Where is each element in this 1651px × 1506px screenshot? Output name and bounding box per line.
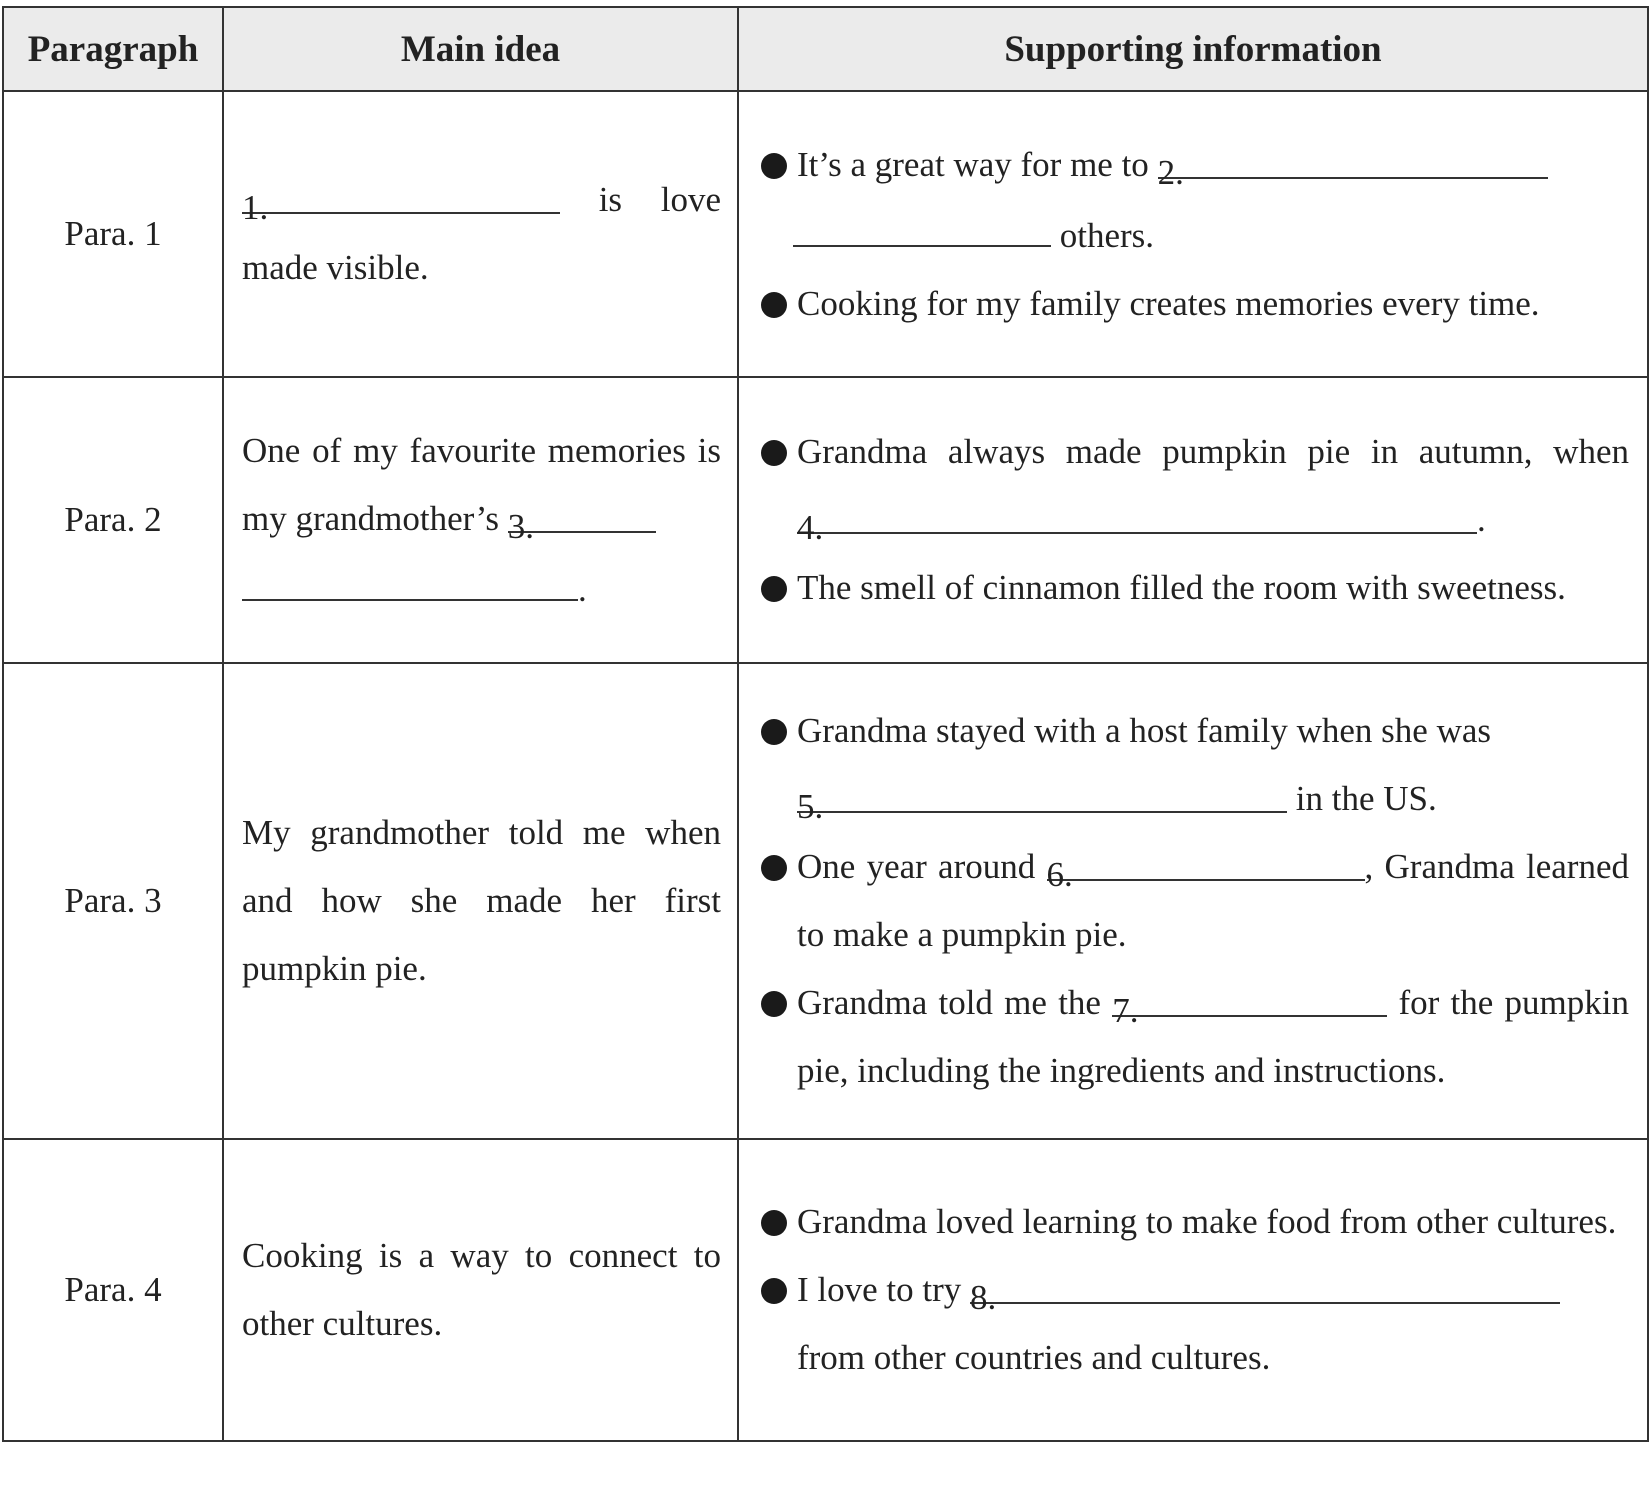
worksheet [2, 6, 1647, 1442]
list-item: Grandma loved learning to make food from other cultures. [761, 1188, 1629, 1256]
bullet-icon [761, 292, 787, 318]
list-item: Grandma stayed with a host family when she was 5. in the US. [761, 697, 1629, 833]
blank-2[interactable]: 2. [1158, 131, 1548, 179]
blank-7[interactable]: 7. [1112, 969, 1387, 1017]
bullet-icon [761, 440, 787, 466]
main-idea-cell [223, 91, 738, 377]
para-label: Para. 4 [3, 1139, 223, 1441]
para-label: Para. 1 [3, 91, 223, 377]
blank-4[interactable]: 4. [797, 486, 1477, 534]
para-label: Para. 3 [3, 663, 223, 1139]
blank-3[interactable]: 3. [508, 485, 656, 533]
list-item: The smell of cinnamon filled the room with sweetness. [761, 554, 1629, 622]
main-idea-cell: One of my favourite memories is my grandmother’s 3. . [223, 377, 738, 663]
bullet-icon [761, 719, 787, 745]
supporting-cell [738, 377, 1648, 663]
main-idea-text: is love made visible. [242, 180, 722, 287]
blank-3-continued[interactable] [242, 553, 578, 601]
para-label: Para. 2 [3, 377, 223, 663]
table-row [3, 1139, 1648, 1441]
table-row [3, 663, 1648, 1139]
list-item: Grandma told me the 7. for the pumpkin pie, including the ingredients and instructions. [761, 969, 1629, 1105]
list-item: I love to try 8. from other countries and cultures. [761, 1256, 1629, 1392]
supporting-cell [738, 1139, 1648, 1441]
header-row [3, 7, 1648, 91]
main-idea-cell: My grandmother told me when and how she made her first pumpkin pie. [223, 663, 738, 1139]
bullet-icon [761, 855, 787, 881]
blank-1[interactable]: 1. [242, 166, 560, 214]
supporting-cell [738, 91, 1648, 377]
table-row [3, 91, 1648, 377]
header-main-idea: Main idea [223, 7, 738, 91]
bullet-icon [761, 576, 787, 602]
list-item: Cooking for my family creates memories every time. [761, 270, 1629, 338]
paragraph-summary-table [2, 6, 1649, 1442]
list-item: Grandma always made pumpkin pie in autumn, when 4. . [761, 418, 1629, 554]
table-row [3, 377, 1648, 663]
main-idea-cell: Cooking is a way to connect to other cultures. [223, 1139, 738, 1441]
bullet-icon [761, 991, 787, 1017]
supporting-cell [738, 663, 1648, 1139]
bullet-icon [761, 1210, 787, 1236]
header-paragraph: Paragraph [3, 7, 223, 91]
blank-5[interactable]: 5. [797, 765, 1287, 813]
blank-2-continued[interactable] [793, 199, 1051, 247]
blank-8[interactable]: 8. [970, 1256, 1560, 1304]
header-supporting-information: Supporting information [738, 7, 1648, 91]
bullet-icon [761, 153, 787, 179]
list-item: It’s a great way for me to 2. others. [761, 131, 1629, 270]
blank-6[interactable]: 6. [1047, 833, 1365, 881]
bullet-icon [761, 1278, 787, 1304]
list-item: One year around 6. , Grandma learned to make a pumpkin pie. [761, 833, 1629, 969]
